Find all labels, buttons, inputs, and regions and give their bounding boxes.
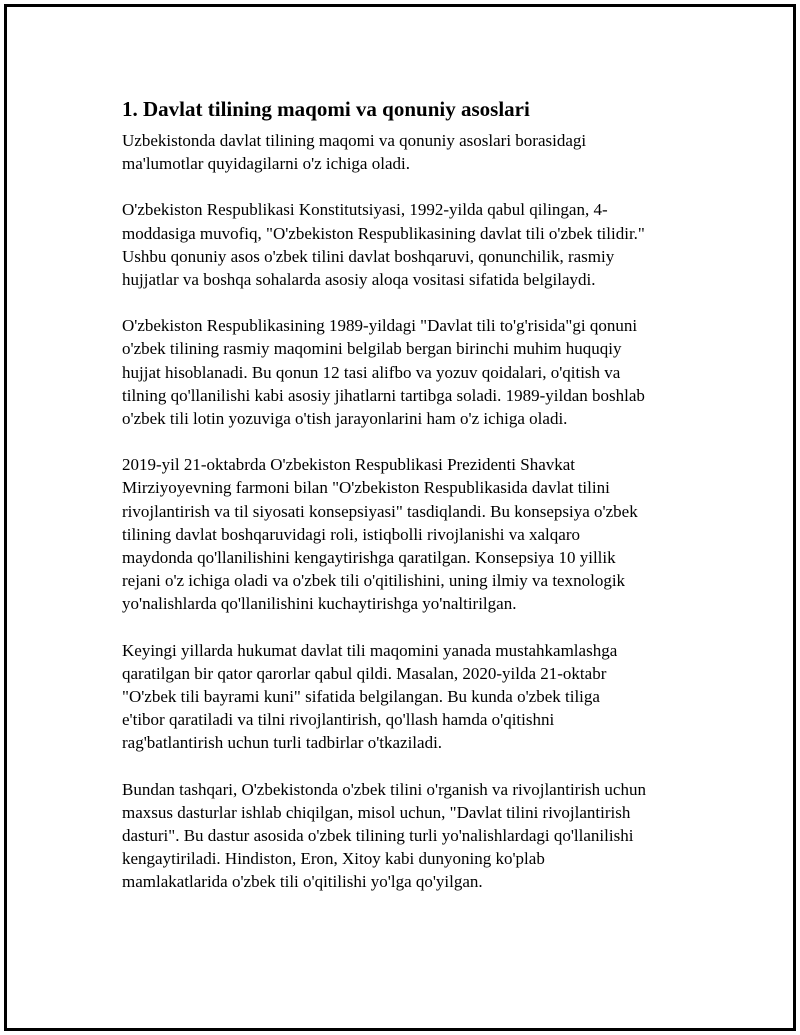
- paragraph-2019-concept: 2019-yil 21-oktabrda O'zbekiston Respublikasi Prezidenti Shavkat Mirziyoyevning farmoni bilan "O'zbekiston Respublikasida davlat tilini rivojlantirish va til siyosati konsepsiyasi" tasdiqlandi. Bu konsepsiya o'zbek tilining davlat boshqaruvidagi roli, istiqbolli rivojlanishi va xalqaro maydonda qo'llanilishini kengaytirishga qaratilgan. Konsepsiya 10 yillik rejani o'z ichiga oladi va o'zbek tili o'qitilishini, uning ilmiy va texnologik yo'nalishlarda qo'llanilishini kuchaytirishga yo'naltirilgan.: [122, 455, 638, 614]
- paragraph-1989-law: O'zbekiston Respublikasining 1989-yildagi "Davlat tili to'g'risida"gi qonuni o'zbek tilining rasmiy maqomini belgilab bergan birinchi muhim huquqiy hujjat hisoblanadi. Bu qonun 12 tasi alifbo va yozuv qoidalari, o'qitish va tilning qo'llanilishi kabi asosiy jihatlarni tartibga soladi. 1989-yildan boshlab o'zbek tili lotin yozuviga o'tish jarayonlarini ham o'z ichiga oladi.: [122, 316, 645, 429]
- paragraph-language-day: Keyingi yillarda hukumat davlat tili maqomini yanada mustahkamlashga qaratilgan bir qator qarorlar qabul qildi. Masalan, 2020-yilda 21-oktabr "O'zbek tili bayrami kuni" sifatida belgilangan. Bu kunda o'zbek tiliga e'tibor qaratiladi va tilni rivojlantirish, qo'llash hamda o'qitishni rag'batlantirish uchun turli tadbirlar o'tkaziladi.: [122, 640, 618, 753]
- section-title: 1. Davlat tilining maqomi va qonuniy asoslari: [122, 97, 530, 121]
- page-frame: [4, 4, 796, 1031]
- paragraph-programs: Bundan tashqari, O'zbekistonda o'zbek tilini o'rganish va rivojlantirish uchun maxsus dasturlar ishlab chiqilgan, misol uchun, "Davlat tilini rivojlantirish dasturi". Bu dastur asosida o'zbek tilining turli yo'nalishlardagi qo'llanilishi kengaytiriladi. Hindiston, Eron, Xitoy kabi dunyoning ko'plab mamlakatlarida o'zbek tili o'qitilishi yo'lga qo'yilgan.: [122, 779, 646, 892]
- document-body: [122, 95, 697, 917]
- paragraph-constitution: O'zbekiston Respublikasi Konstitutsiyasi, 1992-yilda qabul qilingan, 4- moddasiga muvofiq, "O'zbekiston Respublikasining davlat tili o'zbek tilidir." Ushbu qonuniy asos o'zbek tilini davlat boshqaruvi, qonunchilik, rasmiy hujjatlar va boshqa sohalarda asosiy aloqa vositasi sifatida belgilaydi.: [122, 200, 645, 290]
- paragraph-intro: Uzbekistonda davlat tilining maqomi va qonuniy asoslari borasidagi ma'lumotlar quyidagilarni o'z ichiga oladi.: [122, 131, 587, 174]
